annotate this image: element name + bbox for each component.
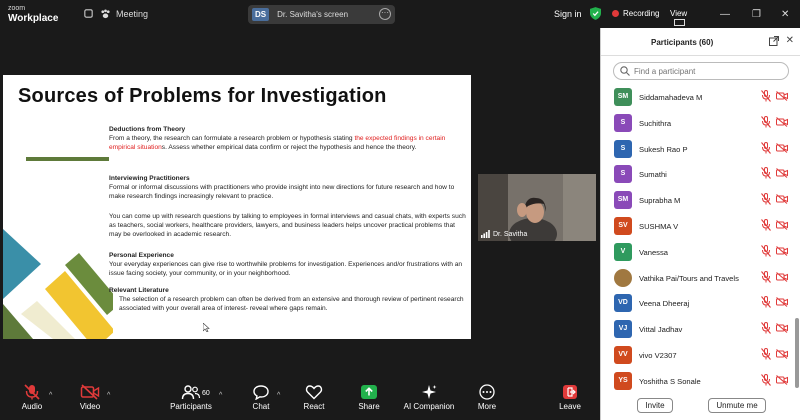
participant-row[interactable] [601, 110, 795, 136]
muted-mic-icon [761, 142, 771, 154]
participant-avatar: VV [614, 346, 632, 364]
muted-mic-icon [761, 374, 771, 386]
more-label: More [477, 402, 497, 411]
view-grid-icon [674, 19, 685, 26]
participant-avatar: S [614, 140, 632, 158]
shared-screen-pill[interactable] [248, 5, 395, 24]
participants-title: Participants (60) [651, 38, 714, 47]
video-options-caret[interactable]: ^ [107, 392, 111, 399]
participant-row[interactable] [601, 290, 795, 316]
more-options-icon[interactable]: ··· [379, 8, 391, 20]
muted-mic-icon [761, 245, 771, 257]
section-personal-experience [109, 251, 469, 278]
video-off-icon [776, 168, 788, 178]
more-dots-icon [478, 384, 496, 400]
search-icon [620, 66, 630, 76]
section-relevant-literature [109, 286, 469, 313]
participant-avatar: SM [614, 88, 632, 106]
muted-mic-icon [761, 219, 771, 231]
video-off-icon [776, 220, 788, 230]
participant-name: Suchithra [639, 118, 672, 128]
muted-mic-icon [23, 384, 41, 400]
section-text: Formal or informal discussions with practitioners who provide insight into new directions for future research and how to make research findings increasingly relevant to practice. [109, 184, 455, 200]
recording-indicator[interactable] [612, 9, 659, 18]
participants-label: Participants [170, 402, 212, 411]
video-participant-name: Dr. Savitha [493, 230, 528, 238]
security-shield-icon[interactable] [590, 7, 601, 20]
section-heading: Relevant Literature [109, 287, 169, 294]
ai-sparkle-icon [420, 384, 438, 400]
section-talking [109, 212, 469, 239]
slide-decoration-shapes [3, 219, 113, 339]
participant-name: vivo V2307 [639, 350, 677, 360]
invite-button[interactable]: Invite [637, 398, 673, 413]
heart-icon [305, 384, 323, 400]
participants-options-caret[interactable]: ^ [219, 392, 223, 399]
participants-footer [601, 394, 800, 420]
section-deductions [109, 125, 469, 152]
participants-icon [181, 384, 201, 400]
participant-row[interactable] [601, 239, 795, 265]
participant-avatar: VD [614, 294, 632, 312]
unmute-me-button[interactable]: Unmute me [708, 398, 766, 413]
participant-name: Veena Dheeraj [639, 299, 690, 309]
react-label: React [303, 402, 325, 411]
share-button[interactable] [355, 384, 383, 411]
section-heading: Interviewing Practitioners [109, 175, 190, 182]
participant-name: Vittal Jadhav [639, 325, 683, 335]
meeting-toolbar [0, 382, 600, 420]
shared-screen-title: Dr. Savitha's screen [277, 10, 349, 19]
participants-count-badge: 60 [202, 390, 210, 397]
leave-icon [562, 384, 578, 400]
notification-icon[interactable] [83, 8, 94, 19]
participant-row[interactable] [601, 136, 795, 162]
pop-out-icon[interactable] [769, 36, 779, 46]
leave-label: Leave [559, 402, 581, 411]
muted-mic-icon [761, 271, 771, 283]
muted-mic-icon [761, 167, 771, 179]
react-button[interactable] [300, 384, 328, 411]
top-bar [0, 0, 790, 28]
section-text: Your everyday experiences can give rise to worthwhile problems for investigation. Experiences and/or frustrations with an issue facing society, your community, or in your neighborhood. [109, 261, 463, 277]
participant-row[interactable] [601, 316, 795, 342]
audio-label: Audio [21, 402, 43, 411]
audio-options-caret[interactable]: ^ [49, 392, 53, 399]
section-interviewing [109, 174, 469, 201]
participant-avatar: V [614, 243, 632, 261]
participant-row[interactable] [601, 368, 795, 390]
video-off-icon [776, 272, 788, 282]
participant-row[interactable] [601, 161, 795, 187]
mouse-cursor-icon [203, 323, 210, 332]
audio-button[interactable] [18, 384, 46, 411]
video-off-icon [776, 91, 788, 101]
video-name-label [481, 230, 527, 238]
section-heading: Deductions from Theory [109, 126, 186, 133]
paw-icon [100, 9, 111, 19]
muted-mic-icon [761, 348, 771, 360]
participant-name: Siddamahadeva M [639, 93, 703, 102]
view-label: View [670, 9, 688, 18]
muted-mic-icon [761, 193, 771, 205]
participant-name: Vathika Pai/Tours and Travels [639, 273, 739, 283]
view-menu[interactable] [670, 9, 687, 27]
section-heading: Personal Experience [109, 252, 174, 259]
video-off-icon [776, 246, 788, 256]
section-highlight-text: the expected findings in certain empirical situation [109, 135, 446, 151]
participant-avatar: S [614, 165, 632, 183]
participant-avatar: YS [614, 372, 632, 390]
shared-slide [3, 75, 471, 339]
search-input[interactable] [634, 67, 784, 76]
video-off-icon [776, 323, 788, 333]
video-tile-dr-savitha[interactable] [478, 174, 596, 241]
participant-row[interactable] [601, 213, 795, 239]
section-text: You can come up with research questions by talking to employees in formal interviews and casual chats, with experts such as teachers, social workers, healthcare providers, lawyers, and business leaders helps uncover practical problems that may be overlooked in academic research. [109, 213, 466, 238]
muted-mic-icon [761, 116, 771, 128]
muted-mic-icon [761, 90, 771, 102]
more-button[interactable] [473, 384, 501, 411]
video-off-icon [776, 143, 788, 153]
section-text: From a theory, the research can formulate a research problem or hypothesis stating [109, 135, 355, 142]
slide-accent-bar [26, 157, 109, 161]
share-label: Share [358, 402, 380, 411]
zoom-workplace-logo [8, 4, 58, 23]
participant-search[interactable] [613, 62, 789, 80]
participants-header [601, 28, 800, 56]
video-off-icon [776, 297, 788, 307]
section-text-end: s. Assess whether empirical data confirm or reject the hypothesis and hence the theory. [161, 144, 417, 151]
chat-icon [252, 384, 270, 400]
participant-avatar: SV [614, 217, 632, 235]
close-window-button[interactable]: ✕ [781, 9, 790, 20]
chat-options-caret[interactable]: ^ [277, 392, 281, 399]
participant-avatar [614, 269, 632, 287]
video-off-icon [80, 384, 100, 400]
ai-companion-label: AI Companion [403, 402, 455, 411]
video-off-icon [776, 349, 788, 359]
participant-name: Suprabha M [639, 196, 681, 206]
slide-title: Sources of Problems for Investigation [18, 85, 387, 107]
sign-in-link[interactable]: Sign in [554, 9, 582, 19]
muted-mic-icon [761, 322, 771, 334]
section-text: The selection of a research problem can often be derived from an extensive and thorough review of pertinent research associated with your overall area of interest- reveal where gaps remain. [119, 296, 464, 312]
meeting-label: Meeting [116, 9, 149, 19]
participant-avatar: S [614, 114, 632, 132]
share-screen-icon [360, 384, 378, 400]
participant-row[interactable] [601, 342, 795, 368]
recording-label: Recording [623, 9, 660, 18]
meeting-tab[interactable] [100, 9, 148, 19]
participants-button[interactable] [168, 384, 214, 411]
participant-name: Vanessa [639, 247, 668, 257]
video-label: Video [79, 402, 101, 411]
signal-bars-icon [481, 230, 490, 238]
participant-row[interactable] [601, 187, 795, 213]
participant-avatar: SM [614, 191, 632, 209]
participant-name: Sumathi [639, 170, 667, 180]
participant-name: SUSHMA V [639, 221, 679, 231]
video-off-icon [776, 375, 788, 385]
participant-row[interactable] [601, 265, 795, 291]
video-off-icon [776, 194, 788, 204]
video-off-icon [776, 117, 788, 127]
participant-avatar: VJ [614, 320, 632, 338]
participants-panel [600, 28, 800, 420]
participants-scrollbar[interactable] [795, 318, 799, 388]
close-panel-button[interactable]: ✕ [785, 35, 794, 46]
participant-row[interactable] [601, 84, 795, 110]
restore-button[interactable]: ❐ [752, 9, 761, 20]
recording-dot-icon [612, 10, 619, 17]
minimize-button[interactable]: — [720, 9, 730, 20]
participant-name: Sukesh Rao P [639, 144, 688, 154]
participants-list [601, 84, 795, 390]
ai-companion-button[interactable] [402, 384, 456, 411]
logo-line2: Workplace [8, 13, 59, 24]
participant-name: Yoshitha S Sonale [639, 376, 701, 386]
video-button[interactable] [76, 384, 104, 411]
logo-line1: zoom [8, 5, 26, 12]
muted-mic-icon [761, 296, 771, 308]
sharer-initials: DS [252, 8, 269, 21]
leave-button[interactable] [556, 384, 584, 411]
chat-label: Chat [252, 402, 270, 411]
chat-button[interactable] [248, 384, 274, 411]
